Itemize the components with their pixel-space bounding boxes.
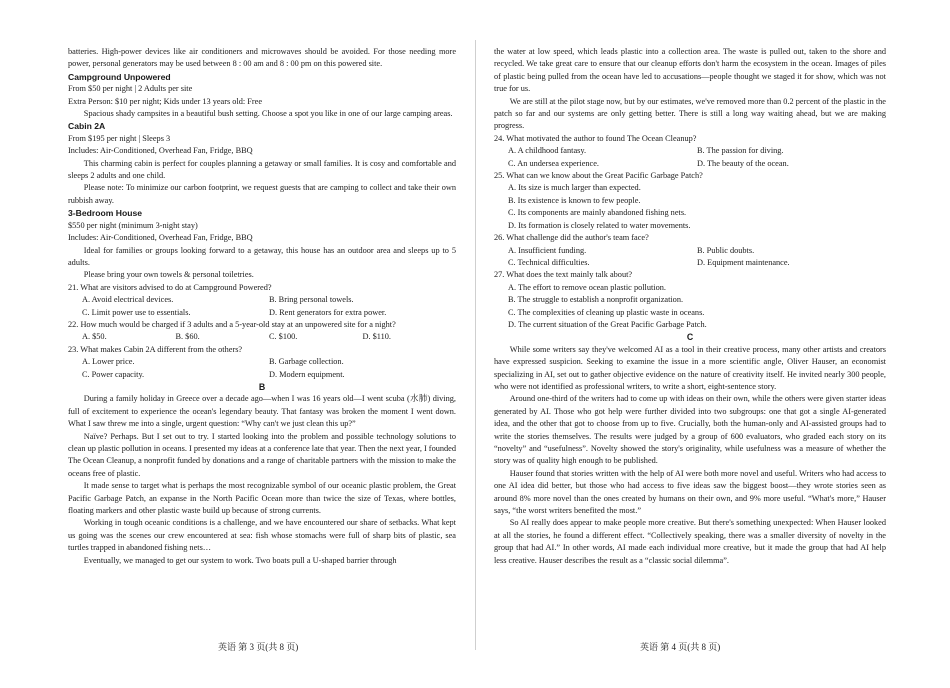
passage-b-paragraph-6: We are still at the pilot stage now, but by our estimates, we've removed more than 0.2 percent of the plastic in the patch so far and our systems are only getting better. There is still a long way waiting ahead, but we are making progress. (494, 96, 886, 131)
question-23: 23. What makes Cabin 2A different from the others? (68, 344, 243, 354)
option-c: C. Power capacity. (82, 369, 145, 379)
option-d: D. Rent generators for extra power. (269, 307, 387, 317)
passage-b-paragraph-2: Naïve? Perhaps. But I set out to try. I started looking into the problem and possible technology solutions to clean up plastic pollution in oceans. I presented my ideas at a conference late that year. Then the next year, I founded The Ocean Cleanup, a nonprofit funded by donations and a range of charitable partners with the mission to make the oceans free of plastic. (68, 431, 456, 478)
house-desc: Ideal for families or groups looking forward to a getaway, this house has an outdoor area and sleeps up to 5 adults. (68, 245, 456, 267)
passage-b-paragraph-5: Eventually, we managed to get our system to work. Two boats pull a U-shaped barrier through (83, 555, 397, 565)
option-b: B. Public doubts. (697, 245, 755, 255)
question-23-options (68, 356, 456, 381)
passage-b-paragraph-1: During a family holiday in Greece over a decade ago—when I was 16 years old—I went scuba (水肺) diving, full of excitement to experience the ocean's legendary beauty. That fantasy was broken the moment I went down. What I saw threw me into a single, urgent question: “Why can't we just clean this up?” (68, 394, 456, 429)
page-3-footer: 英语 第 3 页(共 8 页) (218, 642, 299, 652)
option-d: D. Modern equipment. (269, 369, 345, 379)
option-c: C. Technical difficulties. (508, 257, 590, 267)
option-d: D. The current situation of the Great Pacific Garbage Patch. (508, 319, 707, 329)
page-4-footer: 英语 第 4 页(共 8 页) (640, 642, 721, 652)
option-b: B. Bring personal towels. (269, 295, 354, 305)
cabin-2a-heading: Cabin 2A (68, 121, 106, 132)
campground-unpowered-heading: Campground Unpowered (68, 71, 171, 82)
cabin-2a-price: From $195 per night | Sleeps 3 (68, 133, 171, 143)
campground-unpowered-extra: Extra Person: $10 per night; Kids under 13 years old: Free (68, 96, 263, 106)
option-b: B. Garbage collection. (269, 357, 344, 367)
option-c: C. The complexities of cleaning up plastic waste in oceans. (508, 307, 705, 317)
house-heading: 3-Bedroom House (68, 208, 143, 219)
section-c-heading: C (686, 332, 694, 343)
question-21: 21. What are visitors advised to do at Campground Powered? (68, 282, 272, 292)
option-d: D. The beauty of the ocean. (697, 158, 789, 168)
question-24: 24. What motivated the author to found The Ocean Cleanup? (494, 133, 697, 143)
option-c: C. Limit power use to essentials. (82, 307, 191, 317)
option-a: A. Avoid electrical devices. (82, 295, 174, 305)
page-3-column (68, 46, 456, 567)
page-4-column (494, 46, 886, 567)
passage-c-paragraph-4: So AI really does appear to make people more creative. But there's something unexpected: When Hauser looked at all the stories, he found a different effect. “Collectively speaking, there was a smaller diversity of novelty in the group that had AI.” In other words, AI made each individual more creative, but it made the group that had AI help less creative. Hauser describes the result as a “classic social dilemma”. (494, 518, 886, 565)
cabin-2a-desc: This charming cabin is perfect for couples planning a getaway or small families. It is cosy and comfortable and sleeps 2 adults and one child. (68, 158, 456, 181)
option-a: A. The effort to remove ocean plastic pollution. (508, 282, 666, 292)
campground-unpowered-price: From $50 per night | 2 Adults per site (68, 84, 193, 94)
option-b: B. $60. (175, 332, 200, 342)
column-divider (475, 40, 476, 650)
passage-c-paragraph-1: While some writers say they've welcomed AI as a tool in their creative process, many other artists and creators have expressed suspicion. Seeking to examine the issue in a more scientific angle, Oliver Hauser, an economist specializing in AI, set out to gather objective evidence on the nature of creativity itself. He invited nearly 300 people, who were not identified as professional writers, to write a short, eight-sentence story. (494, 344, 886, 391)
option-d: D. Equipment maintenance. (697, 257, 790, 267)
question-26: 26. What challenge did the author's team face? (494, 233, 649, 243)
question-21-options (68, 294, 456, 319)
question-22: 22. How much would be charged if 3 adults and a 5-year-old stay at an unpowered site for a night? (68, 319, 396, 329)
passage-c-paragraph-2: Around one-third of the writers had to come up with ideas on their own, while the others were given starter ideas generated by AI. Those who got help were further divided into two subgroups: one that got a single AI-generated idea, and the other that got to choose from up to five. Crucially, both the human-only and AI-assisted groups had to write the stories themselves. The results were judged by a group of 600 evaluators, who graded each story on its “novelty” and “usefulness”. Novelty showed the story's originality, while usefulness was a measure of whether the story was of quality high enough to be published. (494, 394, 886, 466)
option-b: B. Its existence is known to few people. (508, 195, 641, 205)
option-b: B. The struggle to establish a nonprofit organization. (508, 295, 684, 305)
section-b-heading: B (258, 381, 266, 392)
question-26-options (494, 245, 886, 270)
option-c: C. $100. (269, 332, 298, 342)
passage-b-paragraph-3: It made sense to target what is perhaps the most recognizable symbol of our oceanic plastic problem, the Great Pacific Garbage Patch, an expanse in the North Pacific Ocean more than twice the size of Texas, where bottles, floating markers and other plastic waste build up because of strong currents. (68, 481, 456, 516)
option-a: A. Its size is much larger than expected. (508, 183, 641, 193)
question-22-options (68, 331, 456, 343)
passage-b-paragraph-4: Working in tough oceanic conditions is a challenge, and we have encountered our share of setbacks. What kept us going was the scenes our crew encountered at sea: fish whose stomachs were full of sharp bits of plastic, sea turtles trapped in abandoned fishing nets… (68, 518, 456, 553)
house-includes: Includes: Air-Conditioned, Overhead Fan, Fridge, BBQ (68, 233, 253, 243)
campground-powered-tail: batteries. High-power devices like air conditioners and microwaves should be avoided. For those needing more power, personal generators may be used between 8 : 00 am and 8 : 00 pm on this powered site. (68, 47, 456, 69)
option-d: D. $110. (362, 332, 392, 342)
house-note: Please bring your own towels & personal toiletries. (83, 270, 254, 280)
option-a: A. Insufficient funding. (508, 245, 587, 255)
passage-b-paragraph-5-continued: the water at low speed, which leads plastic into a collection area. The waste is pulled out, taken to the shore and recycled. We take great care to ensure that our cleanup efforts don't harm the ecosystem in the ocean. Images of piles of plastic being pulled from the ocean have led to accusations—people thought we staged it for show, which was not true for us. (494, 47, 886, 94)
option-a: A. Lower price. (82, 357, 135, 367)
option-c: C. An undersea experience. (508, 158, 599, 168)
question-27: 27. What does the text mainly talk about? (494, 270, 633, 280)
option-b: B. The passion for diving. (697, 146, 784, 156)
cabin-2a-note: Please note: To minimize our carbon footprint, we request guests that are camping to collect and take their own rubbish away. (68, 183, 456, 205)
question-25: 25. What can we know about the Great Pacific Garbage Patch? (494, 171, 703, 181)
passage-c-paragraph-3: Hauser found that stories written with the help of AI were both more novel and useful. Writers who had access to one AI idea did better, but those who had access to five ideas saw the biggest boost—they wrote stories seen as around 8% more novel than the ones created by humans on their own, and 9% more useful. “What's more,” Hauser says, “the worst writers benefited the most.” (494, 468, 886, 516)
option-c: C. Its components are mainly abandoned fishing nets. (508, 208, 687, 218)
campground-unpowered-desc: Spacious shady campsites in a beautiful bush setting. Choose a spot you like in one of our large camping areas. (83, 109, 453, 119)
option-a: A. $50. (82, 332, 107, 342)
house-price: $550 per night (minimum 3-night stay) (68, 220, 198, 230)
option-a: A. A childhood fantasy. (508, 146, 587, 156)
cabin-2a-includes: Includes: Air-Conditioned, Overhead Fan, Fridge, BBQ (68, 146, 253, 156)
option-d: D. Its formation is closely related to water movements. (508, 220, 691, 230)
question-24-options (494, 145, 886, 170)
